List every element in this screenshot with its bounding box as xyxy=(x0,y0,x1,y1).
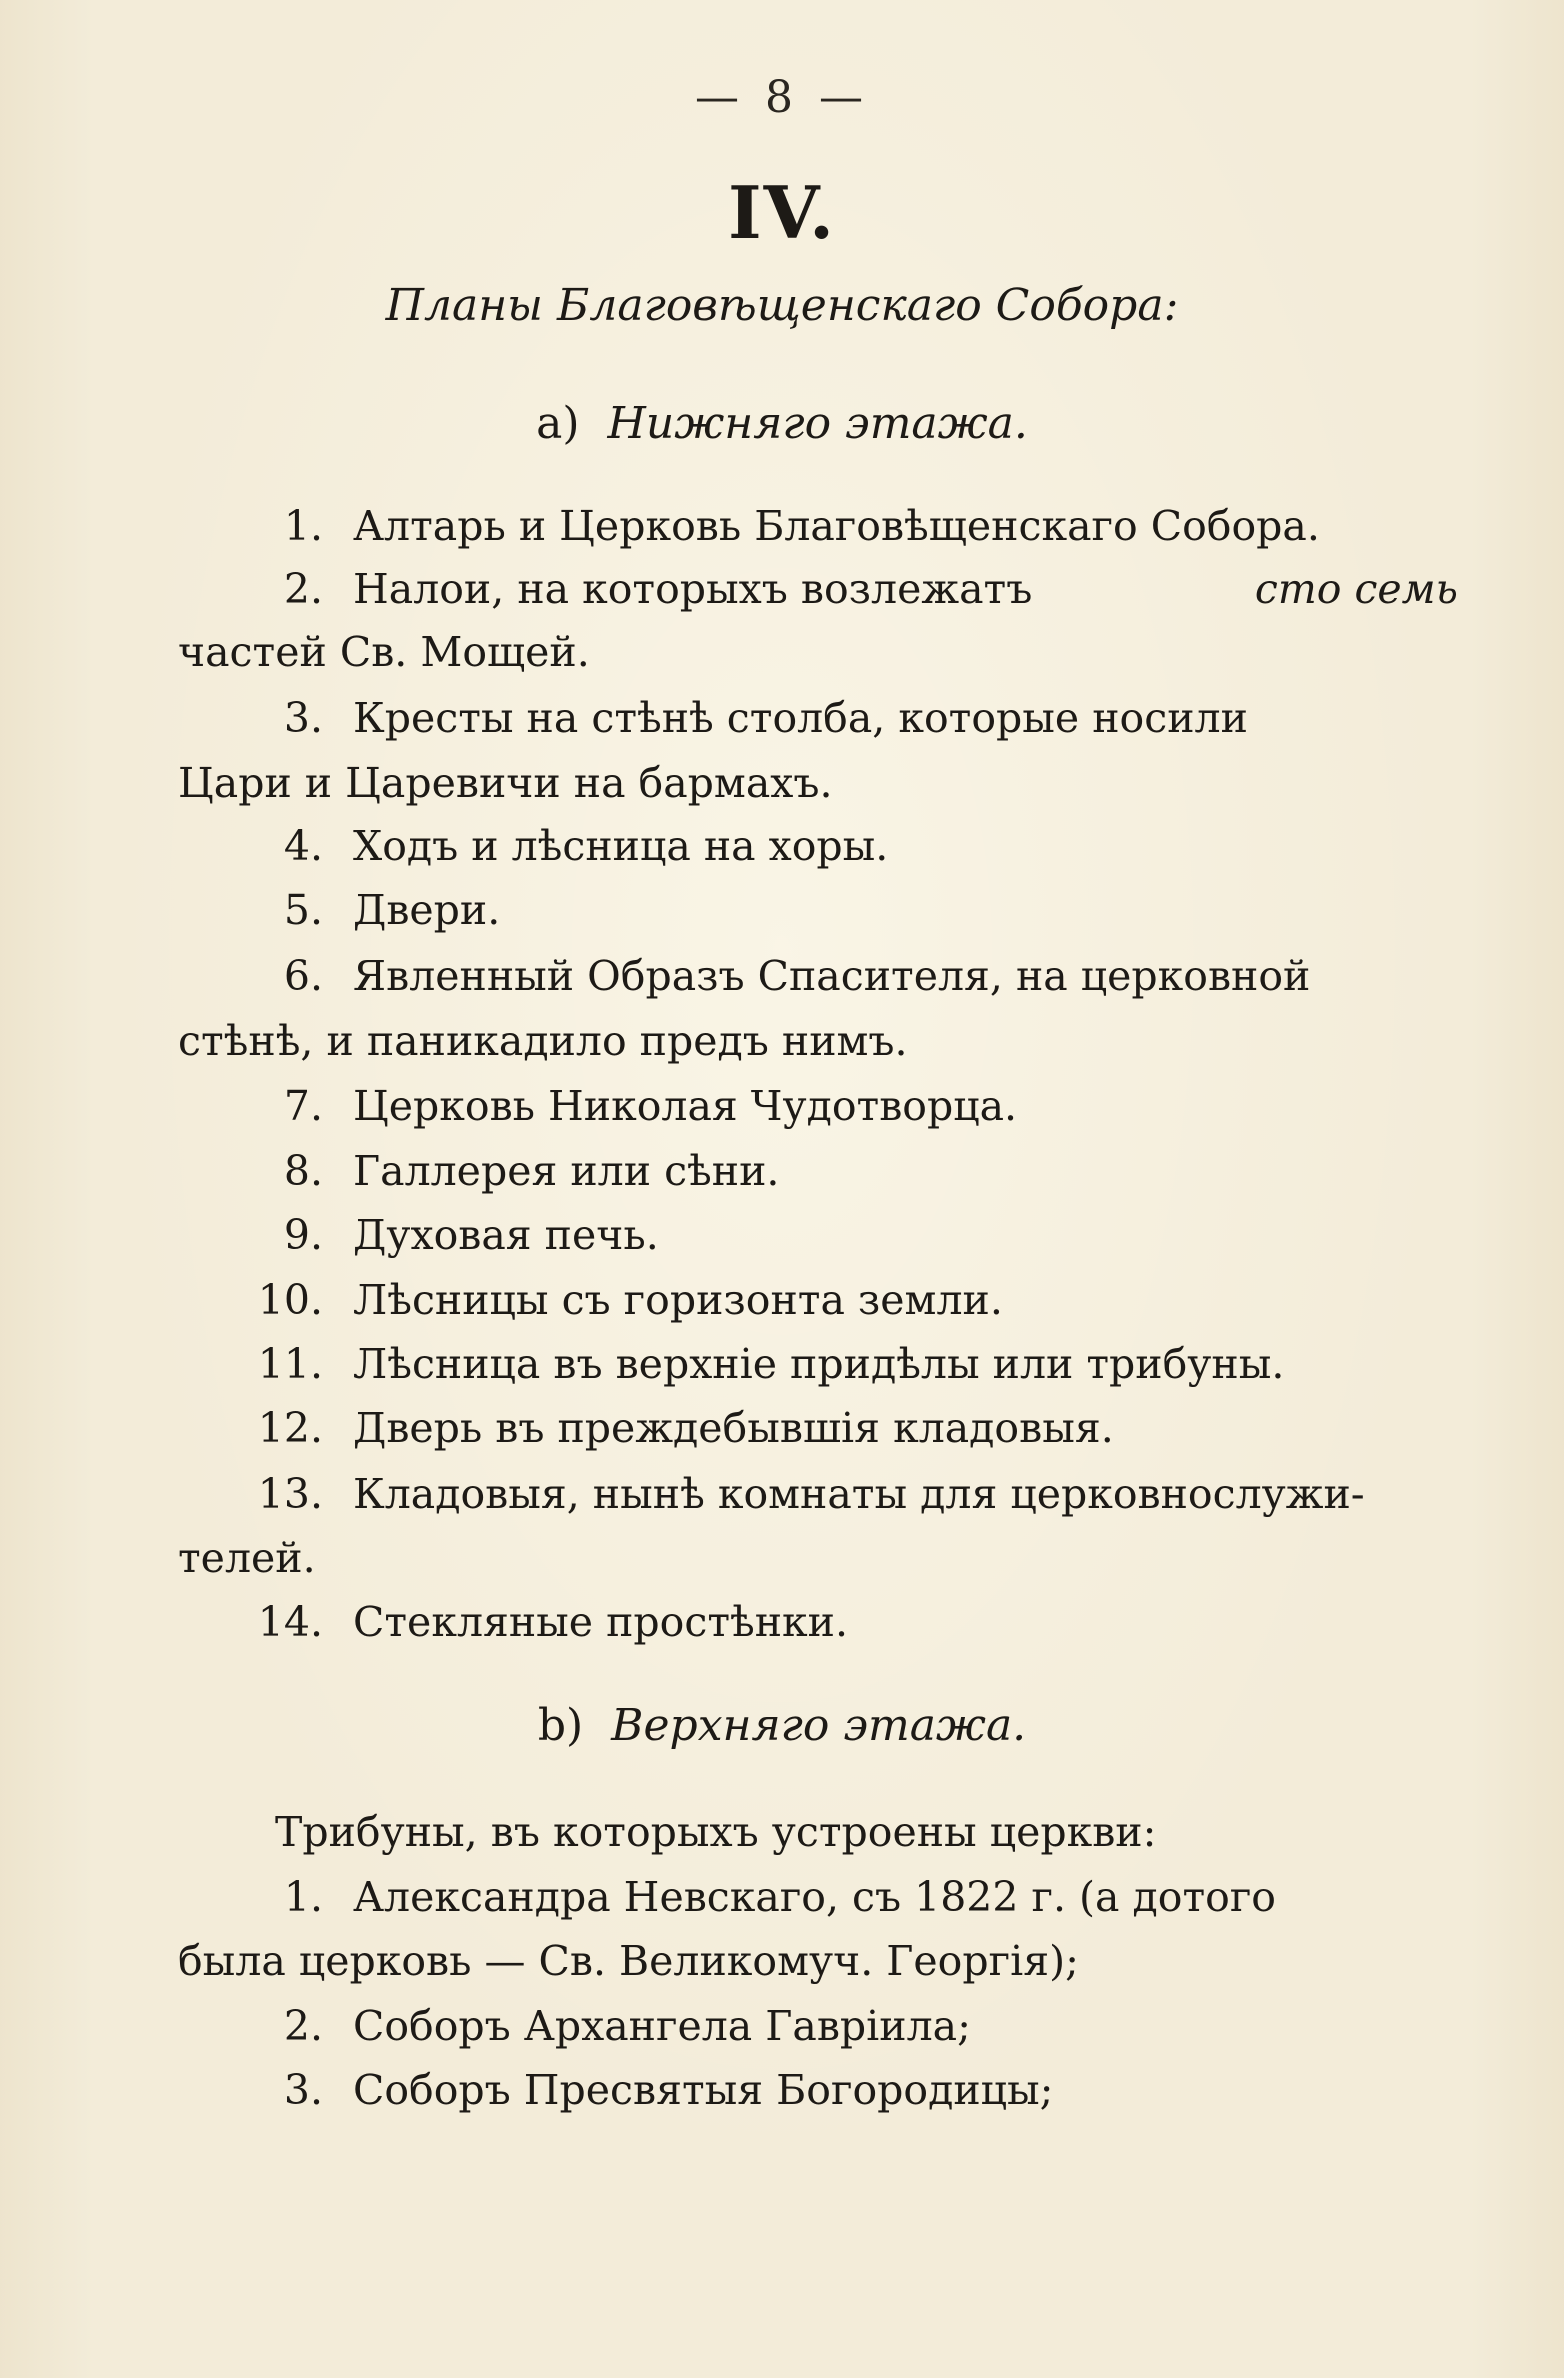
item-text: Налои, на которыхъ возлежатъ xyxy=(353,565,1033,613)
item-number: 1. xyxy=(283,502,323,550)
document-title: Планы Благовѣщенскаго Собора: xyxy=(385,280,1179,331)
item-text: Дверь въ преждебывшія кладовыя. xyxy=(353,1404,1114,1452)
list-item-continuation: стѣнѣ, и паникадило предъ нимъ. xyxy=(178,1017,908,1065)
item-number: 11. xyxy=(257,1340,323,1388)
item-number: 7. xyxy=(283,1082,323,1130)
section-number: IV. xyxy=(727,170,837,255)
item-number: 10. xyxy=(257,1276,323,1324)
list-item-continuation: частей Св. Мощей. xyxy=(178,628,590,676)
list-item xyxy=(178,1594,1458,1650)
list-item-continuation: была церковь — Св. Великомуч. Георгія); xyxy=(178,1937,1079,1985)
item-text: Стекляные простѣнки. xyxy=(353,1598,849,1646)
subheading-letter: а) xyxy=(536,398,580,449)
item-text: Явленный Образъ Спасителя, на церковной xyxy=(353,952,1311,1000)
item-text-italic: сто семь xyxy=(1254,565,1458,613)
item-text: Кладовыя, нынѣ комнаты для церковнослужи- xyxy=(353,1470,1365,1518)
item-text: Соборъ Пресвятыя Богородицы; xyxy=(353,2066,1054,2114)
item-number: 2. xyxy=(283,565,323,613)
item-text: Алтарь и Церковь Благовѣщенскаго Собора. xyxy=(353,502,1320,550)
list-item xyxy=(178,2062,1458,2118)
subheading-text: Нижняго этажа. xyxy=(607,398,1028,449)
item-text: Соборъ Архангела Гавріила; xyxy=(353,2002,971,2050)
item-number: 3. xyxy=(283,694,323,742)
item-text: Двери. xyxy=(353,886,501,934)
item-number: 13. xyxy=(257,1470,323,1518)
item-number: 9. xyxy=(283,1211,323,1259)
item-text: Галлерея или сѣни. xyxy=(353,1147,780,1195)
item-text: Лѣсницы съ горизонта земли. xyxy=(353,1276,1003,1324)
subheading-text: Верхняго этажа. xyxy=(611,1700,1027,1751)
list-item-continuation: телей. xyxy=(178,1534,316,1582)
item-number: 1. xyxy=(283,1873,323,1921)
item-text: Духовая печь. xyxy=(353,1211,659,1259)
list-item xyxy=(178,1272,1458,1328)
list-item xyxy=(178,690,1458,746)
item-number: 4. xyxy=(283,822,323,870)
list-item xyxy=(178,498,1458,554)
list-item xyxy=(178,1998,1458,2054)
item-text: Александра Невскаго, съ 1822 г. (а дотого xyxy=(353,1873,1276,1921)
item-number: 2. xyxy=(283,2002,323,2050)
list-item xyxy=(178,561,1458,617)
list-item xyxy=(178,1466,1458,1522)
list-item xyxy=(178,882,1458,938)
list-item xyxy=(178,1207,1458,1263)
item-text: Церковь Николая Чудотворца. xyxy=(353,1082,1018,1130)
subheading-letter: b) xyxy=(537,1700,584,1751)
list-item xyxy=(178,1143,1458,1199)
subheading-upper-floor xyxy=(0,1700,1564,1751)
item-number: 6. xyxy=(283,952,323,1000)
subheading-lower-floor xyxy=(0,398,1564,449)
page-number: — 8 — xyxy=(695,72,869,123)
intro-line: Трибуны, въ которыхъ устроены церкви: xyxy=(275,1808,1157,1856)
item-number: 8. xyxy=(283,1147,323,1195)
item-number: 3. xyxy=(283,2066,323,2114)
item-text: Кресты на стѣнѣ столба, которые носили xyxy=(353,694,1248,742)
list-item xyxy=(178,1869,1458,1925)
list-item xyxy=(178,818,1458,874)
item-number: 5. xyxy=(283,886,323,934)
item-number: 14. xyxy=(257,1598,323,1646)
list-item-continuation: Цари и Царевичи на бармахъ. xyxy=(178,759,833,807)
list-item xyxy=(178,948,1458,1004)
item-number: 12. xyxy=(257,1404,323,1452)
list-item xyxy=(178,1400,1458,1456)
list-item xyxy=(178,1336,1458,1392)
item-text: Лѣсница въ верхніе придѣлы или трибуны. xyxy=(353,1340,1285,1388)
item-text: Ходъ и лѣсница на хоры. xyxy=(353,822,889,870)
list-item xyxy=(178,1078,1458,1134)
